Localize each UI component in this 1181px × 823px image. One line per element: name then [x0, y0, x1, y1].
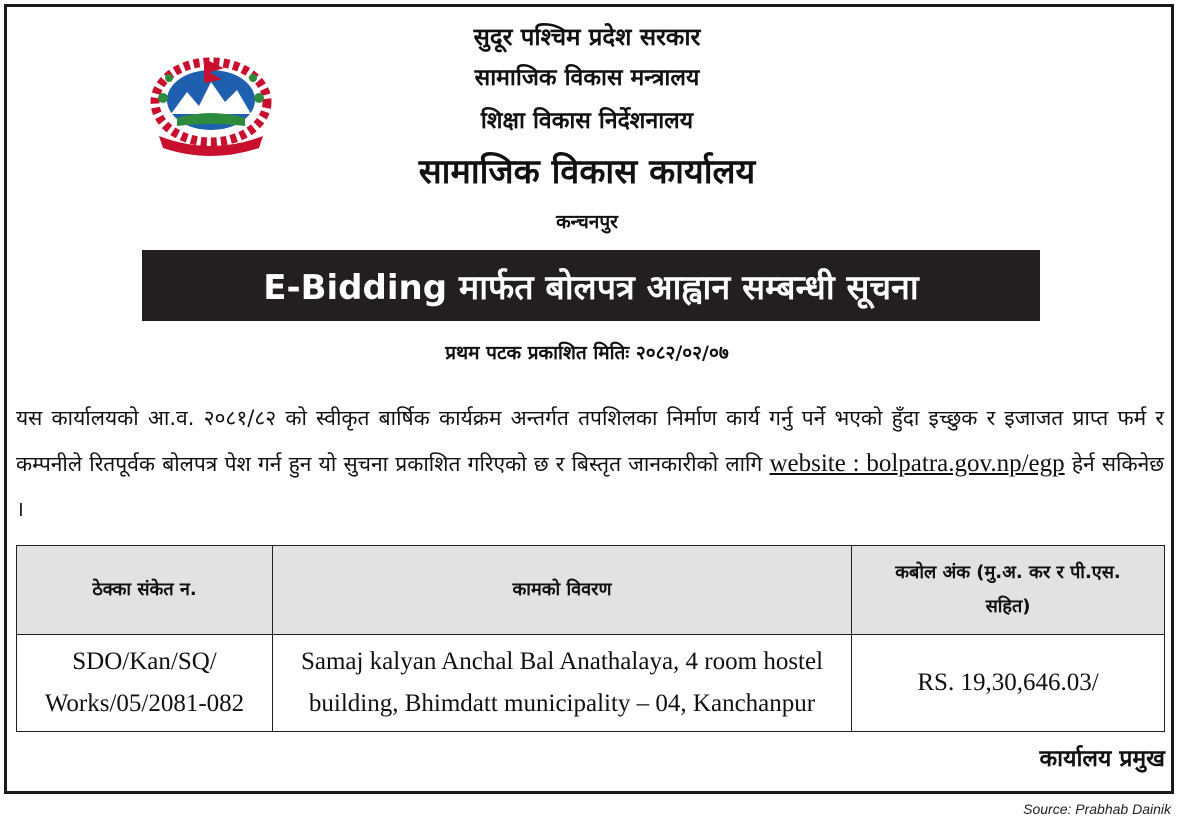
table-row — [17, 635, 1165, 732]
tender-table — [16, 545, 1165, 732]
work-description-cell: Samaj kalyan Anchal Bal Anathalaya, 4 room hostel building, Bhimdatt municipality – 04, Kanchanpur — [273, 635, 852, 732]
province-title: सुदूर पश्चिम प्रदेश सरकार — [473, 23, 701, 51]
paragraph-tail: हेर्न सकिनेछ । — [16, 452, 1164, 521]
paragraph-text: यस कार्यालयको आ.व. २०८१/८२ को स्वीकृत बार्षिक कार्यक्रम अन्तर्गत तपशिलका निर्माण कार्य गर्नु पर्ने भएको हुँदा इच्छुक र इजाजत प्राप्त फर्म र कम्पनीले रितपूर्वक बोलपत्र पेश गर्न हुन यो सुचना प्रकाशित गरिएको छ र बिस्तृत जानकारीको लागि — [16, 406, 1164, 476]
contract-code-cell: SDO/Kan/SQ/ Works/05/2081-082 — [17, 635, 273, 732]
office-chief-signature: कार्यालय प्रमुख — [1039, 746, 1165, 772]
header-bid-amount: कबोल अंक (मु.अ. कर र पी.एस. सहित) — [852, 546, 1165, 635]
publication-date: प्रथम पटक प्रकाशित मितिः २०८२/०२/०७ — [445, 342, 729, 364]
website-link[interactable]: website : bolpatra.gov.np/egp — [769, 450, 1065, 477]
directorate-title: शिक्षा विकास निर्देशनालय — [480, 108, 694, 134]
header-work-description: कामको विवरण — [273, 546, 852, 635]
source-credit: Source: Prabhab Dainik — [1023, 801, 1171, 817]
office-title: सामाजिक विकास कार्यालय — [418, 152, 756, 192]
bid-amount-cell: RS. 19,30,646.03/ — [852, 635, 1165, 732]
ministry-title: सामाजिक विकास मन्त्रालय — [474, 65, 700, 91]
office-location: कन्चनपुर — [556, 211, 618, 233]
notice-banner: E-Bidding मार्फत बोलपत्र आह्वान सम्बन्धी सूचना — [142, 250, 1040, 321]
table-header-row — [17, 546, 1165, 635]
header-contract-code: ठेक्का संकेत न. — [17, 546, 273, 635]
notice-paragraph — [16, 396, 1164, 532]
